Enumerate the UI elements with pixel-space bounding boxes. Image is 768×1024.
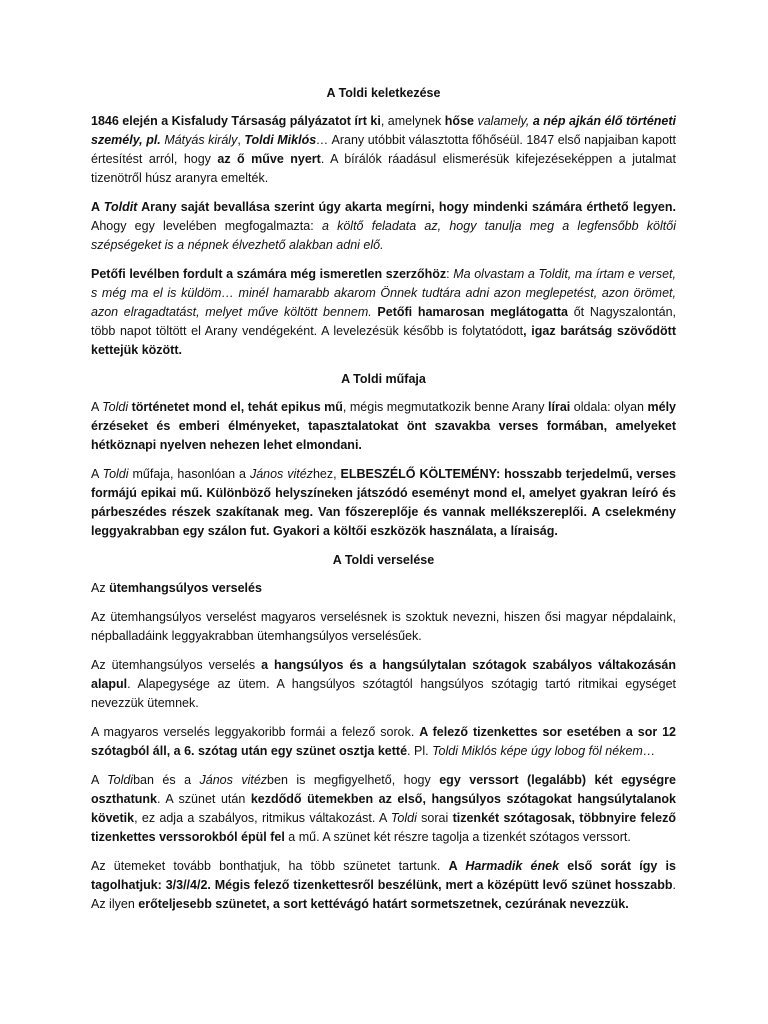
paragraph xyxy=(91,198,676,255)
heading-verseles: A Toldi verselése xyxy=(332,553,435,567)
text-run: mély érzéseket és emberi élményeket, tapasztalatokat önt szavakba verses formában, amelyeket hétköznapi nyelven nehezen lehet elmondani. xyxy=(91,400,677,452)
text-run: Az ütemhangsúlyos verselést magyaros verselésnek is szoktuk nevezni, hiszen ősi magyar népdalaink, népballadáink leggyakrabban ütemhangsúlyos verselésűek. xyxy=(91,610,676,643)
text-run: A felező tizenkettes sor esetében a sor 12 szótagból áll, a 6. szótag után egy szünet osztja ketté xyxy=(91,725,676,758)
text-run: Mátyás király xyxy=(160,133,238,147)
text-run: Az ütemeket tovább bonthatjuk, ha több szünetet tartunk. xyxy=(91,859,449,873)
text-run: Ma olvastam a Toldit, ma írtam e verset, s még ma el is küldöm… minél hamarabb akarom Önnek tudtára adni azon meglepetést, azon örömet, azon elragadtatást, melyet műve költött bennem. xyxy=(91,267,676,319)
text-run: Arany utóbbit választotta főhőséül. 1847 első napjaiban kapott értesítést arról, hogy xyxy=(91,133,676,166)
text-run: János vitéz xyxy=(249,467,313,481)
text-run: a költő feladata az, hogy tanulja meg a legfensőbb költői szépségeket is a népnek élvezhető alakban adni elő. xyxy=(91,219,676,252)
heading-mufaj: A Toldi műfaja xyxy=(341,372,426,386)
text-run: 1846 elején a Kisfaludy Társaság pályázatot írt ki xyxy=(91,114,381,128)
paragraph xyxy=(91,465,676,541)
text-run: erőteljesebb szünetet, a sort kettévágó határt sormetszetnek, cezúrának nevezzük. xyxy=(138,897,629,911)
text-run: . A szünet után xyxy=(156,792,251,806)
text-run: A xyxy=(91,400,103,414)
text-run: … xyxy=(316,133,329,147)
text-run: a hangsúlyos és a hangsúlytalan szótagok szabályos váltakozásán alapul xyxy=(91,658,676,691)
text-run: , amelynek xyxy=(380,114,445,128)
text-run: Petőfi levélben fordult a számára még ismeretlen szerzőhöz xyxy=(91,267,447,281)
paragraph xyxy=(91,771,676,847)
text-run: A xyxy=(91,773,108,787)
paragraph-subheading xyxy=(91,579,676,598)
text-run: egy verssort (legalább) két egységre oszthatunk xyxy=(91,773,676,806)
text-run: Arany saját bevallása szerint úgy akarta megírni, hogy mindenki számára érthető legyen. xyxy=(137,200,676,214)
text-run: A magyaros verselés leggyakoribb formái a felező sorok. xyxy=(91,725,420,739)
text-run: Toldi xyxy=(102,467,129,481)
text-run: őt Nagyszalontán, több napot töltött el Arany vendégeként. A levelezésük később is folytatódott xyxy=(91,305,676,338)
text-run: ELBESZÉLŐ KÖLTEMÉNY: hosszabb terjedelmű, verses formájú epikai mű. Különböző helyszíneken játszódó eseményt mond el, amelyet gyakran leíró és párbeszédes részek szakítanak meg. Van főszereplője és vannak mellékszereplői. A cselekmény leggyakrabban egy szálon fut. Gyakori a költői eszközök használata, a líraiság. xyxy=(91,467,677,538)
text-run: hez, xyxy=(312,467,341,481)
text-run: , ez adja a szabályos, ritmikus váltakozást. A xyxy=(134,811,391,825)
paragraph xyxy=(91,723,676,761)
paragraph xyxy=(91,656,676,713)
text-run: Az ütemhangsúlyos verselés xyxy=(91,658,262,672)
text-run: , mégis megmutatkozik benne Arany xyxy=(342,400,549,414)
text-run: ütemhangsúlyos verselés xyxy=(109,581,262,595)
paragraph xyxy=(91,265,676,360)
text-run: A xyxy=(448,859,466,873)
text-run: a mű. A szünet két részre tagolja a tizenkét szótagos verssort. xyxy=(284,830,631,844)
text-run: . Alapegysége az ütem. A hangsúlyos szótagtól hangsúlyos szótagig tartó ritmikai egységet nevezzük ütemnek. xyxy=(91,677,676,710)
text-run: , xyxy=(237,133,245,147)
text-run: Az xyxy=(91,581,110,595)
text-run: ban és a xyxy=(133,773,200,787)
text-run: Toldit xyxy=(103,200,138,214)
text-run: ben is megfigyelhető, hogy xyxy=(267,773,440,787)
paragraph xyxy=(91,398,676,455)
text-run: Ahogy egy levelében megfogalmazta: xyxy=(91,219,322,233)
text-run: hőse xyxy=(444,114,474,128)
text-run: Toldi Miklós képe úgy lobog föl nékem… xyxy=(432,744,656,758)
text-run: A xyxy=(91,200,104,214)
text-run: kezdődő ütemekben az első, hangsúlyos szótagokat hangsúlytalanok követik xyxy=(91,792,676,825)
text-run: Harmadik ének xyxy=(465,859,560,873)
text-run: Toldi Miklós xyxy=(244,133,317,147)
heading-keletkezes: A Toldi keletkezése xyxy=(326,86,441,100)
text-run: Petőfi hamarosan meglátogatta xyxy=(377,305,569,319)
text-run: Toldi xyxy=(390,811,417,825)
text-run: , igaz barátság szövődött kettejük között. xyxy=(91,324,676,357)
text-run: a nép ajkán élő történeti személy, pl. xyxy=(91,114,677,147)
text-run: János vitéz xyxy=(199,773,268,787)
text-run: sorai xyxy=(416,811,453,825)
text-run: Toldi xyxy=(102,400,129,414)
text-run: első sorát így is tagolhatjuk: 3/3//4/2. Mégis felező tizenkettesről beszélünk, mert a középütt levő szünet hosszabb xyxy=(91,859,676,892)
text-run: Toldi xyxy=(107,773,134,787)
paragraph xyxy=(91,608,676,646)
text-run: . A bírálók ráadásul elismerésük kifejezéseképpen a jutalmat tizenötről húsz aranyra emelték. xyxy=(91,152,676,185)
text-run: műfaja, hasonlóan a xyxy=(128,467,250,481)
text-run: . Pl. xyxy=(407,744,433,758)
text-run: lírai xyxy=(548,400,571,414)
text-run: történetet mond el, tehát epikus mű xyxy=(131,400,343,414)
text-run: valamely, xyxy=(473,114,533,128)
text-run: . Az ilyen xyxy=(91,878,676,911)
text-run: : xyxy=(446,267,454,281)
text-run: A xyxy=(91,467,103,481)
paragraph xyxy=(91,112,676,188)
text-run: az ő műve nyert xyxy=(217,152,321,166)
paragraph xyxy=(91,857,676,914)
text-run: oldala: olyan xyxy=(570,400,648,414)
text-run: tizenkét szótagosak, többnyire felező tizenkettes verssorokból épül fel xyxy=(91,811,676,844)
